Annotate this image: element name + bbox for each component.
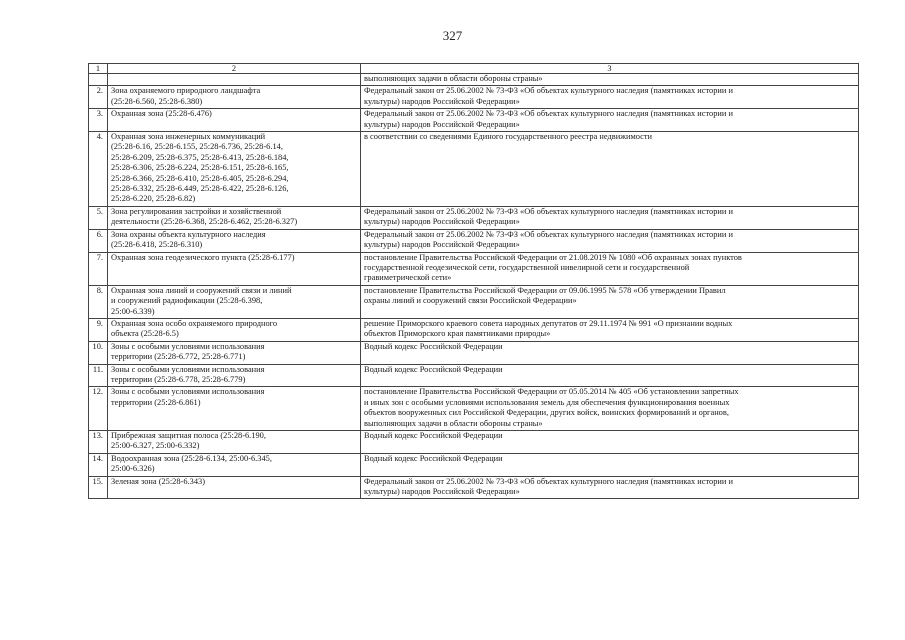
zone-name: Зоны с особыми условиями использования территории (25:28-6.861)	[108, 387, 361, 431]
zones-table	[88, 63, 859, 499]
row-number: 11.	[89, 364, 108, 387]
legal-basis: Водный кодекс Российской Федерации	[361, 364, 859, 387]
legal-basis: Федеральный закон от 25.06.2002 № 73-ФЗ «Об объектах культурного наследия (памятниках истории и культуры) народов Российской Федерации»	[361, 109, 859, 132]
table-header-row	[89, 64, 859, 74]
zone-name	[108, 74, 361, 86]
table-row	[89, 86, 859, 109]
legal-basis: решение Приморского краевого совета народных депутатов от 29.11.1974 № 991 «О признании водных объектов Приморского края памятниками природы»	[361, 318, 859, 341]
zone-name: Зона регулирования застройки и хозяйственной деятельности (25:28-6.368, 25:28-6.462, 25:28-6.327)	[108, 206, 361, 229]
header-col-1: 1	[89, 64, 108, 74]
zone-name: Охранная зона геодезического пункта (25:28-6.177)	[108, 252, 361, 285]
row-number: 2.	[89, 86, 108, 109]
legal-basis: Федеральный закон от 25.06.2002 № 73-ФЗ «Об объектах культурного наследия (памятниках истории и культуры) народов Российской Федерации»	[361, 86, 859, 109]
header-col-2: 2	[108, 64, 361, 74]
table-row	[89, 109, 859, 132]
table-row	[89, 453, 859, 476]
table-row	[89, 318, 859, 341]
zone-name: Зона охраняемого природного ландшафта (25:28-6.560, 25:28-6.380)	[108, 86, 361, 109]
header-col-3: 3	[361, 64, 859, 74]
legal-basis: постановление Правительства Российской Федерации от 05.05.2014 № 405 «Об установлении запретных и иных зон с особыми условиями использования земель для обеспечения функционирования военных объектов вооруженных сил Российской Федерации, других войск, воинских формирований и органов, выполняющих задачи в области обороны страны»	[361, 387, 859, 431]
table-row	[89, 387, 859, 431]
zone-name: Охранная зона особо охраняемого природного объекта (25:28-6.5)	[108, 318, 361, 341]
table-row	[89, 285, 859, 318]
table-row	[89, 364, 859, 387]
page-number: 327	[442, 28, 463, 43]
legal-basis: Водный кодекс Российской Федерации	[361, 341, 859, 364]
row-number: 3.	[89, 109, 108, 132]
legal-basis: постановление Правительства Российской Федерации от 09.06.1995 № 578 «Об утверждении Правил охраны линий и сооружений связи Российской Федерации»	[361, 285, 859, 318]
legal-basis: Федеральный закон от 25.06.2002 № 73-ФЗ «Об объектах культурного наследия (памятниках истории и культуры) народов Российской Федерации»	[361, 206, 859, 229]
row-number: 12.	[89, 387, 108, 431]
zone-name: Прибрежная защитная полоса (25:28-6.190, 25:00-6.327, 25:00-6.332)	[108, 431, 361, 454]
zone-name: Водоохранная зона (25:28-6.134, 25:00-6.345, 25:00-6.326)	[108, 453, 361, 476]
legal-basis: Водный кодекс Российской Федерации	[361, 431, 859, 454]
zone-name: Охранная зона (25:28-6.476)	[108, 109, 361, 132]
row-number: 10.	[89, 341, 108, 364]
legal-basis: Водный кодекс Российской Федерации	[361, 453, 859, 476]
zone-name: Зоны с особыми условиями использования территории (25:28-6.772, 25:28-6.771)	[108, 341, 361, 364]
row-number: 4.	[89, 132, 108, 207]
legal-basis: постановление Правительства Российской Федерации от 21.08.2019 № 1080 «Об охранных зонах пунктов государственной геодезической сети, государственной нивелирной сети и государственной гравиметрической сети»	[361, 252, 859, 285]
table-row	[89, 229, 859, 252]
table-row	[89, 341, 859, 364]
legal-basis: выполняющих задачи в области обороны страны»	[361, 74, 859, 86]
table-row	[89, 206, 859, 229]
table-row	[89, 476, 859, 499]
table-row	[89, 431, 859, 454]
row-number: 7.	[89, 252, 108, 285]
zone-name: Охранная зона линий и сооружений связи и линий и сооружений радиофикации (25:28-6.398, 25:00-6.339)	[108, 285, 361, 318]
row-number	[89, 74, 108, 86]
zones-table-body	[89, 64, 859, 499]
row-number: 9.	[89, 318, 108, 341]
zone-name: Зона охраны объекта культурного наследия (25:28-6.418, 25:28-6.310)	[108, 229, 361, 252]
table-row	[89, 132, 859, 207]
table-row	[89, 74, 859, 86]
zone-name: Охранная зона инженерных коммуникаций (25:28-6.16, 25:28-6.155, 25:28-6.736, 25:28-6.14, 25:28-6.209, 25:28-6.375, 25:28-6.413, 25:28-6.184, 25:28-6.306, 25:28-6.224, 25:28-6.151, 25:28-6.165, 25:28-6.366, 25:28-6.410, 25:28-6.405, 25:28-6.294, 25:28-6.332, 25:28-6.449, 25:28-6.422, 25:28-6.126, 25:28-6.220, 25:28-6.82)	[108, 132, 361, 207]
row-number: 13.	[89, 431, 108, 454]
legal-basis: Федеральный закон от 25.06.2002 № 73-ФЗ «Об объектах культурного наследия (памятниках истории и культуры) народов Российской Федерации»	[361, 229, 859, 252]
row-number: 14.	[89, 453, 108, 476]
legal-basis: Федеральный закон от 25.06.2002 № 73-ФЗ «Об объектах культурного наследия (памятниках истории и культуры) народов Российской Федерации»	[361, 476, 859, 499]
row-number: 6.	[89, 229, 108, 252]
row-number: 8.	[89, 285, 108, 318]
row-number: 15.	[89, 476, 108, 499]
table-row	[89, 252, 859, 285]
zone-name: Зоны с особыми условиями использования территории (25:28-6.778, 25:28-6.779)	[108, 364, 361, 387]
row-number: 5.	[89, 206, 108, 229]
zone-name: Зеленая зона (25:28-6.343)	[108, 476, 361, 499]
legal-basis: в соответствии со сведениями Единого государственного реестра недвижимости	[361, 132, 859, 207]
